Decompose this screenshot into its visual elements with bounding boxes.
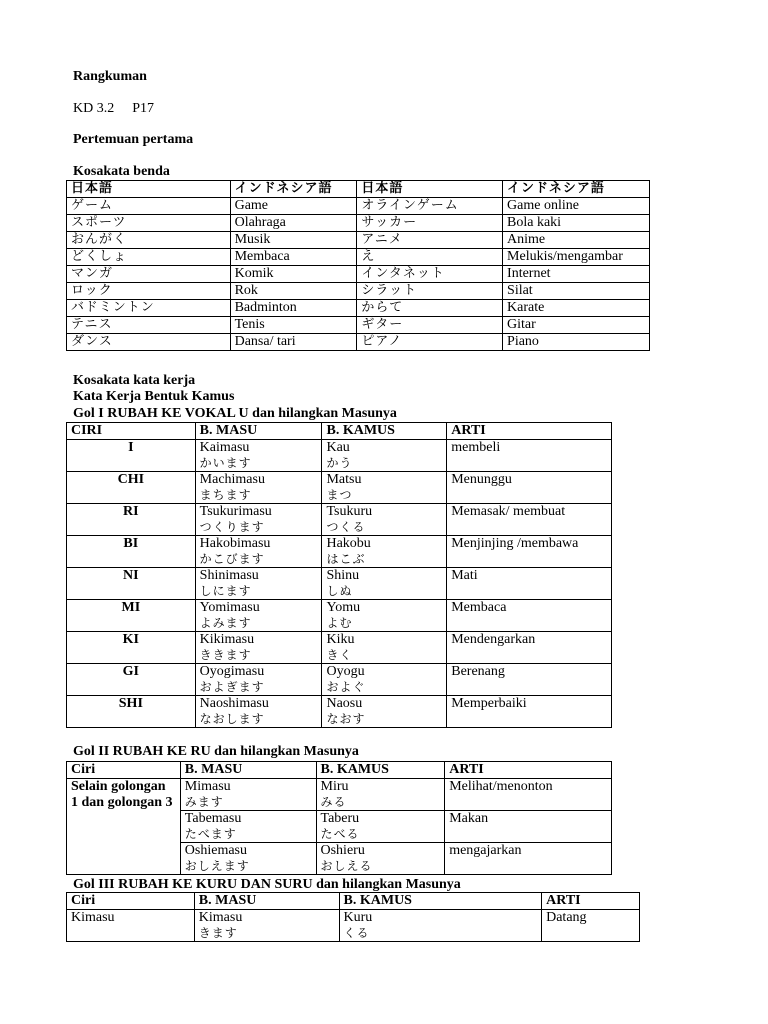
ciri-cell: SHI — [67, 696, 196, 728]
masu-form-cell-kana: たべます — [184, 827, 237, 841]
kd-label: KD 3.2 — [73, 101, 115, 116]
masu-form-cell — [195, 568, 322, 600]
masu-form-cell-kana: みます — [184, 795, 224, 809]
dictionary-form-cell — [322, 696, 447, 728]
dictionary-form-cell-romaji: Naosu — [326, 696, 363, 711]
dictionary-form-cell — [322, 632, 447, 664]
meaning-cell: Memasak/ membuat — [447, 504, 612, 536]
dictionary-form-cell-romaji: Oshieru — [320, 843, 365, 858]
dictionary-form-cell-kana: みる — [320, 795, 347, 809]
dictionary-form-cell — [322, 440, 447, 472]
masu-form-cell-kana: しにます — [199, 584, 252, 598]
dictionary-form-cell-romaji: Hakobu — [326, 536, 371, 551]
dictionary-form-cell-romaji: Matsu — [326, 472, 362, 487]
japanese-word-cell: おんがく — [67, 232, 231, 249]
dictionary-form-cell-kana: たべる — [320, 827, 360, 841]
gol3-table — [66, 892, 640, 942]
masu-form-cell-kana: かこびます — [199, 552, 265, 566]
masu-form-cell — [195, 696, 322, 728]
masu-form-cell-romaji: Kikimasu — [199, 632, 255, 647]
masu-form-cell — [195, 472, 322, 504]
japanese-word-cell: どくしょ — [67, 249, 231, 266]
dictionary-form-cell-romaji: Yomu — [326, 600, 361, 615]
table-header-row — [67, 423, 612, 440]
indonesian-word-cell: Membaca — [230, 249, 357, 266]
masu-form-cell — [180, 779, 316, 811]
table-row — [67, 472, 612, 504]
column-header: B. KAMUS — [339, 893, 542, 910]
dictionary-form-cell-romaji: Shinu — [326, 568, 360, 583]
indonesian-word-cell: Dansa/ tari — [230, 334, 357, 351]
japanese-word-cell: ロック — [67, 283, 231, 300]
ciri-cell: I — [67, 440, 196, 472]
gol2-title: Gol II RUBAH KE RU dan hilangkan Masunya — [73, 744, 359, 759]
dictionary-form-cell-kana: なおす — [326, 712, 366, 726]
dictionary-form-cell-kana: およぐ — [326, 680, 366, 694]
gol2-table — [66, 761, 612, 875]
dictionary-form-cell-romaji: Kiku — [326, 632, 355, 647]
masu-form-cell — [195, 632, 322, 664]
meaning-cell: Menunggu — [447, 472, 612, 504]
table-row — [67, 632, 612, 664]
japanese-word-cell: マンガ — [67, 266, 231, 283]
dictionary-form-cell-kana: はこぶ — [326, 552, 366, 566]
japanese-word-cell: アニメ — [357, 232, 503, 249]
meaning-cell: Berenang — [447, 664, 612, 696]
verb-heading: Kosakata kata kerja — [73, 373, 196, 388]
masu-form-cell-kana: きます — [198, 926, 238, 940]
dictionary-form-cell-kana: きく — [326, 648, 353, 662]
dictionary-form-cell — [339, 910, 542, 942]
dictionary-form-cell — [322, 472, 447, 504]
indonesian-word-cell: Silat — [503, 283, 650, 300]
masu-form-cell-romaji: Yomimasu — [199, 600, 260, 615]
kd-code — [73, 101, 154, 117]
indonesian-word-cell: Game — [230, 198, 357, 215]
ciri-cell: CHI — [67, 472, 196, 504]
indonesian-word-cell: Olahraga — [230, 215, 357, 232]
dictionary-form-cell-romaji: Kau — [326, 440, 350, 455]
table-row — [67, 910, 640, 942]
masu-form-cell-romaji: Naoshimasu — [199, 696, 269, 711]
meaning-cell: membeli — [447, 440, 612, 472]
ciri-cell: Selain golongan 1 dan golongan 3 — [67, 779, 181, 875]
column-header: インドネシア語 — [503, 181, 650, 198]
gol1-table — [66, 422, 612, 728]
indonesian-word-cell: Piano — [503, 334, 650, 351]
dictionary-form-cell — [322, 600, 447, 632]
dictionary-form-cell — [322, 536, 447, 568]
column-header: ARTI — [445, 762, 612, 779]
dictionary-form-cell — [322, 664, 447, 696]
ciri-cell: Kimasu — [67, 910, 195, 942]
masu-form-cell-romaji: Kimasu — [198, 910, 243, 925]
dictionary-form-cell — [322, 568, 447, 600]
dictionary-form-cell-romaji: Kuru — [343, 910, 373, 925]
table-row — [67, 440, 612, 472]
indonesian-word-cell: Karate — [503, 300, 650, 317]
indonesian-word-cell: Game online — [503, 198, 650, 215]
masu-form-cell — [195, 664, 322, 696]
table-row — [67, 504, 612, 536]
table-row — [67, 334, 650, 351]
masu-form-cell-romaji: Shinimasu — [199, 568, 259, 583]
masu-form-cell — [180, 843, 316, 875]
table-row — [67, 283, 650, 300]
dictionary-form-cell-romaji: Oyogu — [326, 664, 365, 679]
indonesian-word-cell: Bola kaki — [503, 215, 650, 232]
ciri-cell: RI — [67, 504, 196, 536]
indonesian-word-cell: Rok — [230, 283, 357, 300]
masu-form-cell-kana: おしえます — [184, 859, 250, 873]
ciri-cell: MI — [67, 600, 196, 632]
masu-form-cell-romaji: Oshiemasu — [184, 843, 247, 858]
table-header-row — [67, 762, 612, 779]
table-row — [67, 536, 612, 568]
masu-form-cell-kana: よみます — [199, 616, 252, 630]
table-row — [67, 664, 612, 696]
masu-form-cell — [180, 811, 316, 843]
column-header: B. MASU — [195, 423, 322, 440]
indonesian-word-cell: Internet — [503, 266, 650, 283]
dictionary-form-cell-romaji: Taberu — [320, 811, 360, 826]
meaning-cell: Menjinjing /membawa — [447, 536, 612, 568]
japanese-word-cell: ギター — [357, 317, 503, 334]
japanese-word-cell: ピアノ — [357, 334, 503, 351]
japanese-word-cell: バドミントン — [67, 300, 231, 317]
table-row — [67, 249, 650, 266]
dictionary-form-cell-kana: かう — [326, 456, 353, 470]
column-header: 日本語 — [67, 181, 231, 198]
masu-form-cell — [195, 504, 322, 536]
japanese-word-cell: シラット — [357, 283, 503, 300]
ciri-cell: GI — [67, 664, 196, 696]
table-row — [67, 266, 650, 283]
masu-form-cell-romaji: Oyogimasu — [199, 664, 265, 679]
indonesian-word-cell: Komik — [230, 266, 357, 283]
dictionary-form-cell-kana: つくる — [326, 520, 366, 534]
meaning-cell: Datang — [542, 910, 640, 942]
doc-title: Rangkuman — [73, 69, 147, 84]
masu-form-cell-kana: かいます — [199, 456, 252, 470]
dictionary-form-cell — [322, 504, 447, 536]
column-header: B. MASU — [180, 762, 316, 779]
column-header: インドネシア語 — [230, 181, 357, 198]
meaning-cell: Makan — [445, 811, 612, 843]
japanese-word-cell: テニス — [67, 317, 231, 334]
dictionary-form-cell — [316, 811, 445, 843]
meaning-cell: Membaca — [447, 600, 612, 632]
masu-form-cell-kana: なおします — [199, 712, 265, 726]
japanese-word-cell: サッカー — [357, 215, 503, 232]
table-row — [67, 600, 612, 632]
column-header: ARTI — [542, 893, 640, 910]
meaning-cell: mengajarkan — [445, 843, 612, 875]
japanese-word-cell: オラインゲーム — [357, 198, 503, 215]
meaning-cell: Memperbaiki — [447, 696, 612, 728]
table-header-row — [67, 181, 650, 198]
masu-form-cell-romaji: Mimasu — [184, 779, 231, 794]
dictionary-form-cell-romaji: Tsukuru — [326, 504, 373, 519]
masu-form-cell — [194, 910, 339, 942]
meaning-cell: Melihat/menonton — [445, 779, 612, 811]
table-row — [67, 568, 612, 600]
table-row — [67, 198, 650, 215]
column-header: 日本語 — [357, 181, 503, 198]
masu-form-cell-kana: つくります — [199, 520, 265, 534]
column-header: CIRI — [67, 423, 196, 440]
column-header: Ciri — [67, 893, 195, 910]
meeting-heading: Pertemuan pertama — [73, 132, 194, 147]
table-row — [67, 317, 650, 334]
japanese-word-cell: インタネット — [357, 266, 503, 283]
indonesian-word-cell: Musik — [230, 232, 357, 249]
table-row — [67, 300, 650, 317]
masu-form-cell-romaji: Tabemasu — [184, 811, 242, 826]
masu-form-cell-kana: まちます — [199, 488, 252, 502]
masu-form-cell-romaji: Machimasu — [199, 472, 265, 487]
ciri-cell: NI — [67, 568, 196, 600]
japanese-word-cell: ダンス — [67, 334, 231, 351]
table-row — [67, 232, 650, 249]
japanese-word-cell: からて — [357, 300, 503, 317]
japanese-word-cell: スポーツ — [67, 215, 231, 232]
noun-heading: Kosakata benda — [73, 164, 170, 179]
indonesian-word-cell: Melukis/mengambar — [503, 249, 650, 266]
column-header: B. MASU — [194, 893, 339, 910]
table-row — [67, 215, 650, 232]
indonesian-word-cell: Badminton — [230, 300, 357, 317]
indonesian-word-cell: Tenis — [230, 317, 357, 334]
dictionary-form-cell — [316, 843, 445, 875]
dictionary-form-cell-kana: まつ — [326, 488, 353, 502]
gol3-title: Gol III RUBAH KE KURU DAN SURU dan hilangkan Masunya — [73, 877, 461, 892]
table-row — [67, 696, 612, 728]
dictionary-form-cell-kana: しぬ — [326, 584, 353, 598]
table-row — [67, 779, 612, 811]
japanese-word-cell: ゲーム — [67, 198, 231, 215]
dictionary-form-cell-kana: くる — [343, 926, 370, 940]
japanese-word-cell: え — [357, 249, 503, 266]
noun-vocab-table — [66, 180, 650, 351]
masu-form-cell-romaji: Hakobimasu — [199, 536, 271, 551]
dictionary-form-cell-kana: おしえる — [320, 859, 373, 873]
column-header: B. KAMUS — [316, 762, 445, 779]
masu-form-cell-kana: およぎます — [199, 680, 265, 694]
meaning-cell: Mendengarkan — [447, 632, 612, 664]
indonesian-word-cell: Anime — [503, 232, 650, 249]
ciri-cell: KI — [67, 632, 196, 664]
column-header: Ciri — [67, 762, 181, 779]
masu-form-cell-romaji: Tsukurimasu — [199, 504, 272, 519]
column-header: B. KAMUS — [322, 423, 447, 440]
masu-form-cell-kana: ききます — [199, 648, 252, 662]
indonesian-word-cell: Gitar — [503, 317, 650, 334]
page-label: P17 — [132, 101, 155, 116]
masu-form-cell — [195, 536, 322, 568]
column-header: ARTI — [447, 423, 612, 440]
dictionary-form-cell — [316, 779, 445, 811]
verb-subheading: Kata Kerja Bentuk Kamus — [73, 389, 235, 404]
meaning-cell: Mati — [447, 568, 612, 600]
masu-form-cell-romaji: Kaimasu — [199, 440, 250, 455]
gol1-title: Gol I RUBAH KE VOKAL U dan hilangkan Masunya — [73, 406, 397, 421]
table-header-row — [67, 893, 640, 910]
masu-form-cell — [195, 600, 322, 632]
dictionary-form-cell-romaji: Miru — [320, 779, 349, 794]
masu-form-cell — [195, 440, 322, 472]
dictionary-form-cell-kana: よむ — [326, 616, 353, 630]
ciri-cell: BI — [67, 536, 196, 568]
